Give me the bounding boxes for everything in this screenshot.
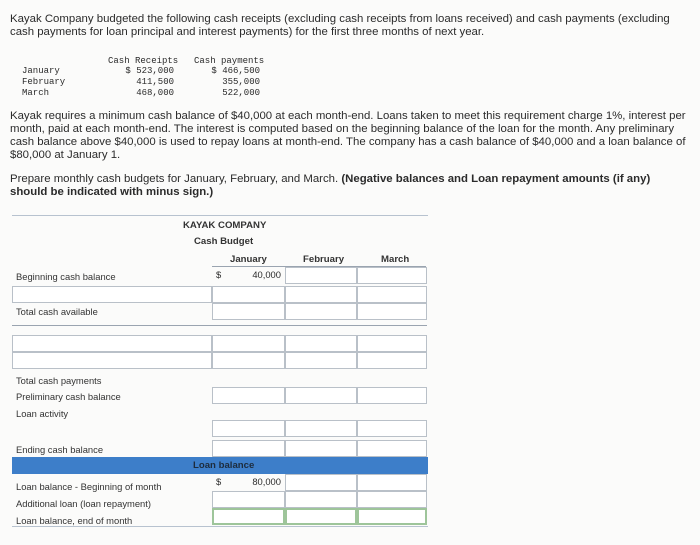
receipts-february-input[interactable] [285,286,357,303]
loan-activity-march-input[interactable] [357,420,427,437]
ending-march-input[interactable] [357,440,427,457]
beginning-february-input[interactable] [285,267,357,284]
col-january: January [230,254,267,265]
total-payments-january-input[interactable] [212,387,285,404]
label-loan-activity: Loan activity [16,408,69,419]
requirements-text: Kayak requires a minimum cash balance of $40,000 at each month-end. Loans taken to meet this requirement charge 1%, interest per month, paid at each month-end. The interest is computed based on the beginning balance of the loan for the month. Any preliminary cash balance above $40,000 is used to repay loans at month-end. The company has a cash balance of $40,000 and a loan balance of $80,000 at January 1. [10,110,686,161]
budget-title: Cash Budget [194,236,254,247]
payment-row1-label-input[interactable] [12,335,212,352]
loan-begin-january-cell [212,474,285,491]
loan-currency-symbol: $ [216,476,222,487]
loan-begin-january-value: 80,000 [252,476,281,487]
receipts-january: $ 523,000 [125,66,174,76]
total-payments-march-input[interactable] [357,387,427,404]
ending-january-input[interactable] [212,440,285,457]
month-february: February [22,77,66,87]
label-preliminary-balance: Preliminary cash balance [16,391,121,402]
label-loan-end: Loan balance, end of month [16,515,133,526]
label-total-cash-payments: Total cash payments [16,375,102,386]
payments-march: 522,000 [222,88,260,98]
payment-row1-march-input[interactable] [357,335,427,352]
payments-february: 355,000 [222,77,260,87]
payment-row2-label-input[interactable] [12,352,212,369]
payment-row2-january-input[interactable] [212,352,285,369]
label-loan-begin: Loan balance - Beginning of month [16,481,162,492]
receipts-header: Cash Receipts [108,56,179,66]
ending-february-input[interactable] [285,440,357,457]
instruction-text [10,173,690,199]
instruction-plain: Prepare monthly cash budgets for January, February, and March. [10,173,339,185]
total-available-february-input[interactable] [285,303,357,320]
additional-loan-january-input[interactable] [212,491,285,508]
beginning-january-value: 40,000 [252,269,281,280]
instruction-bold: (Negative balances and Loan repayment amounts (if any) should be indicated with minus sign.) [10,173,651,198]
receipts-march-input[interactable] [357,286,427,303]
company-name: KAYAK COMPANY [183,220,267,231]
loan-end-february-input[interactable] [285,508,357,525]
col-february: February [303,254,345,265]
section-divider [12,325,427,326]
loan-activity-february-input[interactable] [285,420,357,437]
additional-loan-march-input[interactable] [357,491,427,508]
month-january: January [22,66,60,76]
label-beginning-cash: Beginning cash balance [16,271,116,282]
label-total-cash-available: Total cash available [16,306,98,317]
receipts-january-input[interactable] [212,286,285,303]
loan-begin-february-input[interactable] [285,474,357,491]
intro-text: Kayak Company budgeted the following cash receipts (excluding cash receipts from loans received) and cash payments (excluding cash payments for loan principal and interest payments) for the first three months of next year. [10,13,670,38]
worksheet-bottom-border [12,526,428,527]
total-available-march-input[interactable] [357,303,427,320]
worksheet-top-border [12,215,428,216]
col-march: March [381,254,410,265]
loan-activity-january-input[interactable] [212,420,285,437]
receipts-february: 411,500 [136,77,174,87]
payment-row1-february-input[interactable] [285,335,357,352]
currency-symbol: $ [216,269,222,280]
label-ending-cash: Ending cash balance [16,444,104,455]
additional-loan-february-input[interactable] [285,491,357,508]
total-payments-february-input[interactable] [285,387,357,404]
payment-row2-march-input[interactable] [357,352,427,369]
payments-header: Cash payments [194,56,265,66]
beginning-january-cell [212,267,285,284]
receipts-label-input[interactable] [12,286,212,303]
receipts-march: 468,000 [136,88,174,98]
loan-end-january-input[interactable] [212,508,285,525]
loan-end-march-input[interactable] [357,508,427,525]
loan-begin-march-input[interactable] [357,474,427,491]
payment-row2-february-input[interactable] [285,352,357,369]
payments-january: $ 466,500 [211,66,260,76]
label-additional-loan: Additional loan (loan repayment) [16,498,151,509]
payment-row1-january-input[interactable] [212,335,285,352]
loan-section-title: Loan balance [193,460,255,471]
total-available-january-input[interactable] [212,303,285,320]
month-march: March [22,88,50,98]
beginning-march-input[interactable] [357,267,427,284]
